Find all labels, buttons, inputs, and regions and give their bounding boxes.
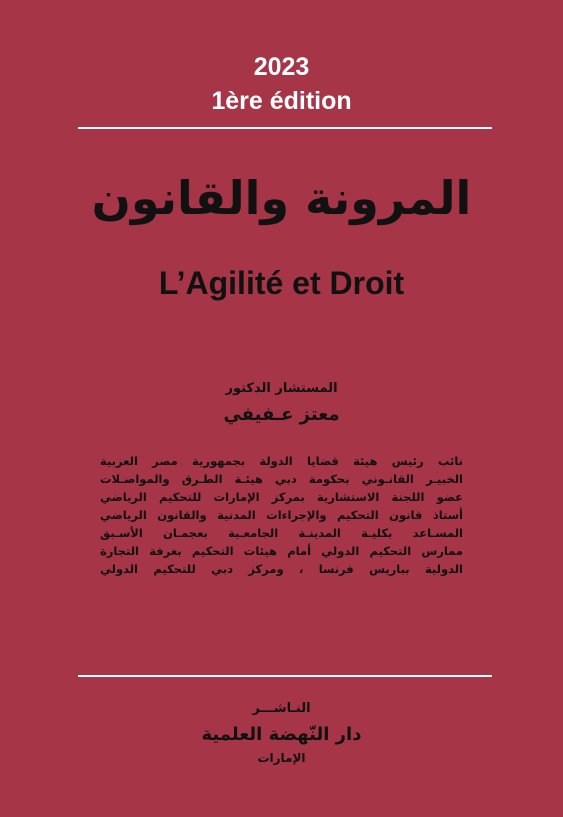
bio-line: نائب رئيس هيئة قضايا الدولة بجمهورية مصر العربية [100, 454, 463, 468]
bio-line: المسـاعد بكليـة المدينـة الجامعـية بعجمـان الأسـبق [100, 526, 463, 540]
french-title: L’Agilité et Droit [158, 265, 405, 301]
bio-line: الدولية بباريس فرنسا ، ومركز دبي للتحكيم الدولي [100, 562, 463, 576]
author-title: المستشار الدكتور [225, 381, 338, 396]
publication-year: 2023 [253, 53, 310, 81]
bio-line: ممارس التحكيم الدولي أمام هيئات التحكيم بغرفة التجارة [100, 544, 463, 558]
author-biography [100, 452, 463, 578]
publisher-label: النـاشـــر [252, 701, 311, 716]
bio-line: الخبيـر القانـوني بحكومة دبي هيئـة الطـرق والمواصـلات [100, 472, 463, 486]
bio-line: عضو اللجنة الاستشارية بمركز الإمارات للتحكيم الرياضي [100, 490, 463, 504]
bio-line: أستاذ قانون التحكيم والإجراءات المدنية والقانون الرياضي [100, 508, 463, 522]
author-name: معتز عـفيفي [223, 404, 340, 425]
top-divider [78, 127, 492, 129]
bottom-divider [78, 675, 492, 677]
publisher-name: دار النّهضة العلمية [201, 724, 362, 745]
arabic-title: المرونة والقانون [91, 171, 472, 225]
publisher-country: الإمارات [257, 751, 306, 765]
edition-label: 1ère édition [211, 87, 352, 115]
